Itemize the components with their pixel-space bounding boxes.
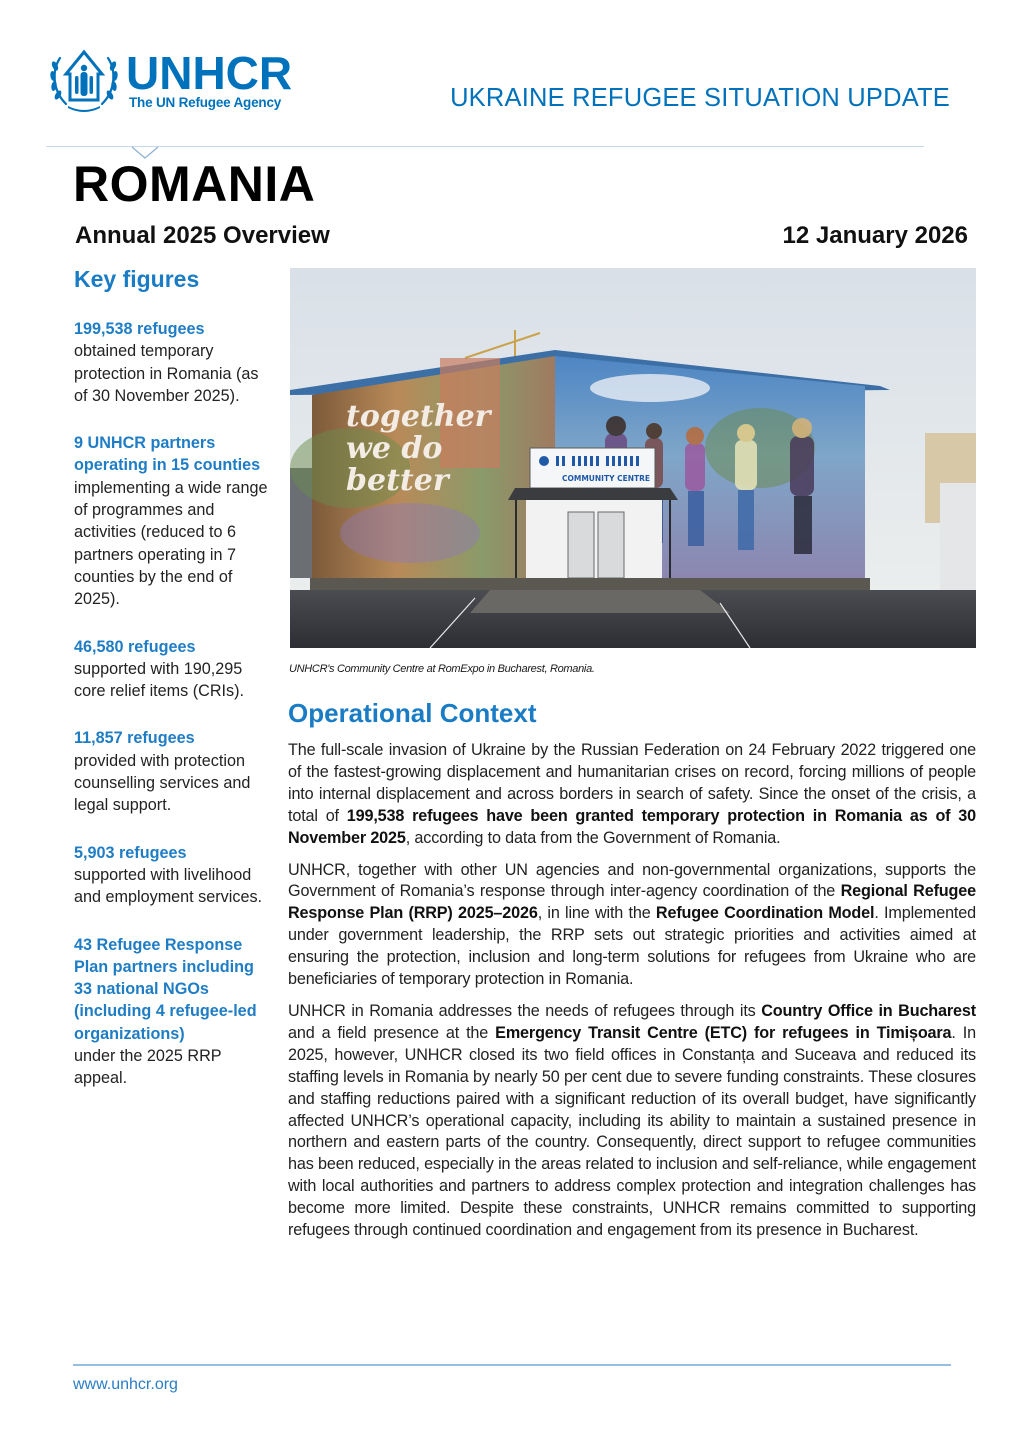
logo-tagline: The UN Refugee Agency	[129, 95, 282, 110]
key-figure-head: 11,857 refugees	[74, 729, 195, 748]
key-figure-head: 46,580 refugees	[74, 637, 196, 656]
text-run: and a field presence at the	[288, 1023, 496, 1042]
key-figure-body: implementing a wide range of programmes and activities (reduced to 6 partners operating in 7 counties by the end of 2025).	[74, 478, 268, 609]
unhcr-website-link[interactable]: www.unhcr.org	[73, 1376, 178, 1393]
key-figure-body: provided with protection counselling services and legal support.	[74, 751, 251, 815]
sign-text: COMMUNITY CENTRE	[562, 474, 651, 483]
key-figure	[74, 636, 274, 703]
photo-illustration	[290, 268, 976, 648]
unhcr-emblem-icon	[46, 48, 122, 114]
key-figure-body: supported with livelihood and employment services.	[74, 865, 263, 907]
footer-divider	[73, 1364, 951, 1366]
bold-text: Regional Refugee Response Plan (RRP) 2025–2026	[288, 882, 976, 923]
unhcr-logo	[46, 48, 292, 114]
text-run: UNHCR, together with other UN agencies and non-governmental organizations, supports the Government of Romania’s response through inter-agency coordination of the	[288, 860, 976, 901]
key-figure	[74, 934, 274, 1090]
bold-text: Country Office in Bucharest	[761, 1001, 976, 1020]
paragraph	[288, 1001, 976, 1242]
text-run: , in line with the	[537, 904, 656, 923]
key-figures-title: Key figures	[74, 266, 200, 292]
key-figure-body: under the 2025 RRP appeal.	[74, 1047, 222, 1088]
key-figure-head: 43 Refugee Response Plan partners including 33 national NGOs (including 4 refugee-led organizations)	[74, 935, 257, 1043]
key-figures-list	[74, 318, 274, 1115]
bold-text: Refugee Coordination Model	[655, 904, 875, 923]
key-figure	[74, 318, 274, 407]
key-figure	[74, 842, 274, 909]
key-figure-head: 199,538 refugees	[74, 320, 205, 338]
page-title: ROMANIA	[73, 156, 316, 212]
publication-date: 12 January 2026	[782, 222, 968, 249]
text-run: UNHCR in Romania addresses the needs of refugees through its	[288, 1001, 762, 1020]
text-run: The full-scale invasion of Ukraine by the Russian Federation on 24 February 2022 triggered one of the fastest-growing displacement and humanitarian crises on record, forcing millions of people into internal displacement and across borders in search of safety. Since the onset of the crisis, a total of	[288, 741, 976, 825]
text-run: , according to data from the Government of Romania.	[405, 828, 781, 847]
page-subtitle: Annual 2025 Overview	[75, 222, 330, 249]
key-figure-head: 9 UNHCR partners operating in 15 counties	[74, 434, 261, 475]
key-figure	[74, 432, 274, 610]
mural-text-line: we do	[346, 431, 443, 466]
paragraph	[288, 860, 976, 991]
mural-text-line: better	[346, 463, 449, 498]
bold-text: Emergency Transit Centre (ETC) for refugees in Timișoara	[495, 1023, 952, 1042]
section-title-operational-context: Operational Context	[288, 698, 537, 728]
key-figure-head: 5,903 refugees	[74, 843, 187, 862]
text-run: . In 2025, however, UNHCR closed its two field offices in Constanța and Suceava and reduced its staffing levels in Romania by nearly 50 per cent due to severe funding constraints. These closures and staffing reductions paired with a significant reduction of its overall budget, have significantly affected UNHCR’s operational capacity, including its ability to maintain a sustained presence in northern and eastern parts of the country. Consequently, direct support to refugee communities has been reduced, especially in the areas related to inclusion and self-reliance, while engagement with local authorities and partners to address complex protection and integration challenges has become more limited. Despite these constraints, UNHCR remains committed to supporting refugees through continued coordination and engagement from its presence in Bucharest.	[288, 1023, 976, 1240]
text-run: . Implemented under government leadership, the RRP sets out strategic priorities and activities aimed at ensuring the protection, inclusion and long-term solutions for refugees from Ukraine who are beneficiaries of temporary protection in Romania.	[288, 904, 976, 989]
header-divider	[46, 146, 924, 147]
community-centre-photo	[290, 268, 976, 648]
key-figure-body: supported with 190,295 core relief items (CRIs).	[74, 659, 244, 701]
operational-context-body	[288, 740, 976, 1252]
key-figure-body: obtained temporary protection in Romania (as of 30 November 2025).	[74, 342, 259, 405]
paragraph	[288, 740, 976, 850]
mural-text-line: together	[346, 399, 491, 434]
logo-wordmark: UNHCR	[126, 47, 293, 99]
photo-caption: UNHCR's Community Centre at RomExpo in Bucharest, Romania.	[289, 663, 595, 675]
key-figure	[74, 727, 274, 816]
bold-text: 199,538 refugees have been granted temporary protection in Romania as of 30 November 2025	[288, 806, 976, 847]
series-title: UKRAINE REFUGEE SITUATION UPDATE	[450, 84, 950, 112]
